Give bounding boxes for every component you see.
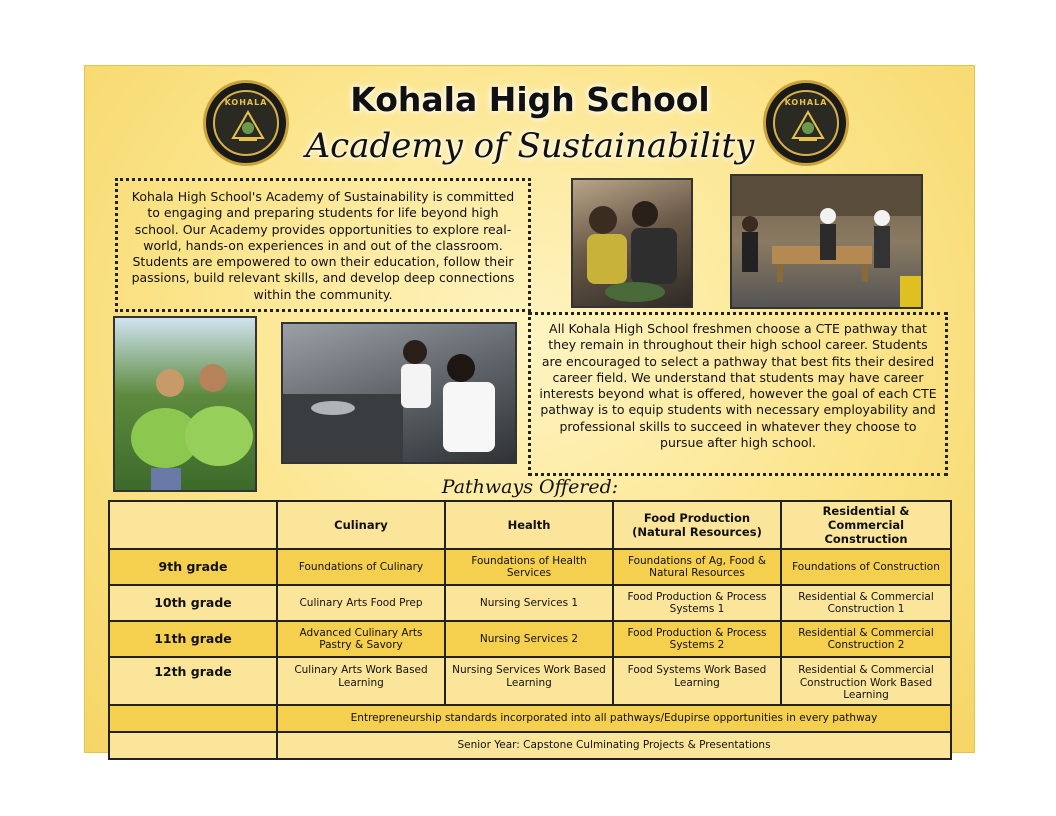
table-cell: Food Systems Work Based Learning [613, 657, 781, 705]
entrepreneurship-cell: Entrepreneurship standards incorporated into all pathways/Edupirse opportunities in every pathway [277, 705, 951, 732]
header-cell-construction: Residential & Commercial Construction [781, 501, 951, 549]
seal-emblem-icon [225, 102, 271, 148]
table-cell-empty [109, 732, 277, 759]
table-cell: Foundations of Culinary [277, 549, 445, 585]
seal-text: KOHALA [784, 98, 828, 107]
table-row [109, 621, 951, 657]
header-cell-culinary: Culinary [277, 501, 445, 549]
table-row [109, 657, 951, 705]
table-cell: Nursing Services Work Based Learning [445, 657, 613, 705]
grade-cell: 11th grade [109, 621, 277, 657]
table-cell: Foundations of Ag, Food & Natural Resources [613, 549, 781, 585]
table-cell: Food Production & Process Systems 1 [613, 585, 781, 621]
senior-year-cell: Senior Year: Capstone Culminating Projects & Presentations [277, 732, 951, 759]
photo-students-cpr [571, 178, 693, 308]
photo-lettuce-harvest [113, 316, 257, 492]
intro-text: Kohala High School's Academy of Sustainability is committed to engaging and preparing students for life beyond high school. Our Academy provides opportunities to explore real-world, hands-on experiences in and out of the classroom. Students are empowered to own their education, follow their passions, build relevant skills, and develop deep connections within the community. [115, 178, 531, 312]
table-cell: Culinary Arts Food Prep [277, 585, 445, 621]
table-cell: Culinary Arts Work Based Learning [277, 657, 445, 705]
table-cell: Residential & Commercial Construction 2 [781, 621, 951, 657]
table-row [109, 705, 951, 732]
pathways-table [108, 500, 952, 760]
page-title: Kohala High School [350, 80, 710, 119]
table-header-row [109, 501, 951, 549]
table-cell: Foundations of Health Services [445, 549, 613, 585]
photo-construction-team [730, 174, 923, 309]
table-row [109, 732, 951, 759]
header-cell-health: Health [445, 501, 613, 549]
header-cell-food-production: Food Production (Natural Resources) [613, 501, 781, 549]
seal-text: KOHALA [224, 98, 268, 107]
table-cell: Nursing Services 2 [445, 621, 613, 657]
grade-cell: 9th grade [109, 549, 277, 585]
table-cell: Advanced Culinary Arts Pastry & Savory [277, 621, 445, 657]
table-row [109, 585, 951, 621]
seal-inner-ring [213, 90, 279, 156]
flyer [84, 65, 975, 753]
photo-culinary-kitchen [281, 322, 517, 464]
cte-pathway-text: All Kohala High School freshmen choose a CTE pathway that they remain in throughout their high school career. Students are encouraged to select a pathway that best fits their desired career field. We understand that students may have career interests beyond what is offered, however the goal of each CTE pathway is to equip students with necessary employability and professional skills to succeed in whatever they choose to pursue after high school. [528, 312, 948, 476]
table-cell: Residential & Commercial Construction Work Based Learning [781, 657, 951, 705]
header-cell-empty [109, 501, 277, 549]
table-cell-empty [109, 705, 277, 732]
grade-cell: 12th grade [109, 657, 277, 705]
table-cell: Nursing Services 1 [445, 585, 613, 621]
page-subtitle: Academy of Sustainability [305, 126, 755, 166]
grade-cell: 10th grade [109, 585, 277, 621]
pathways-heading: Pathways Offered: [441, 476, 619, 498]
seal-emblem-icon [785, 102, 831, 148]
table-cell: Foundations of Construction [781, 549, 951, 585]
table-cell: Food Production & Process Systems 2 [613, 621, 781, 657]
table-row [109, 549, 951, 585]
table-cell: Residential & Commercial Construction 1 [781, 585, 951, 621]
